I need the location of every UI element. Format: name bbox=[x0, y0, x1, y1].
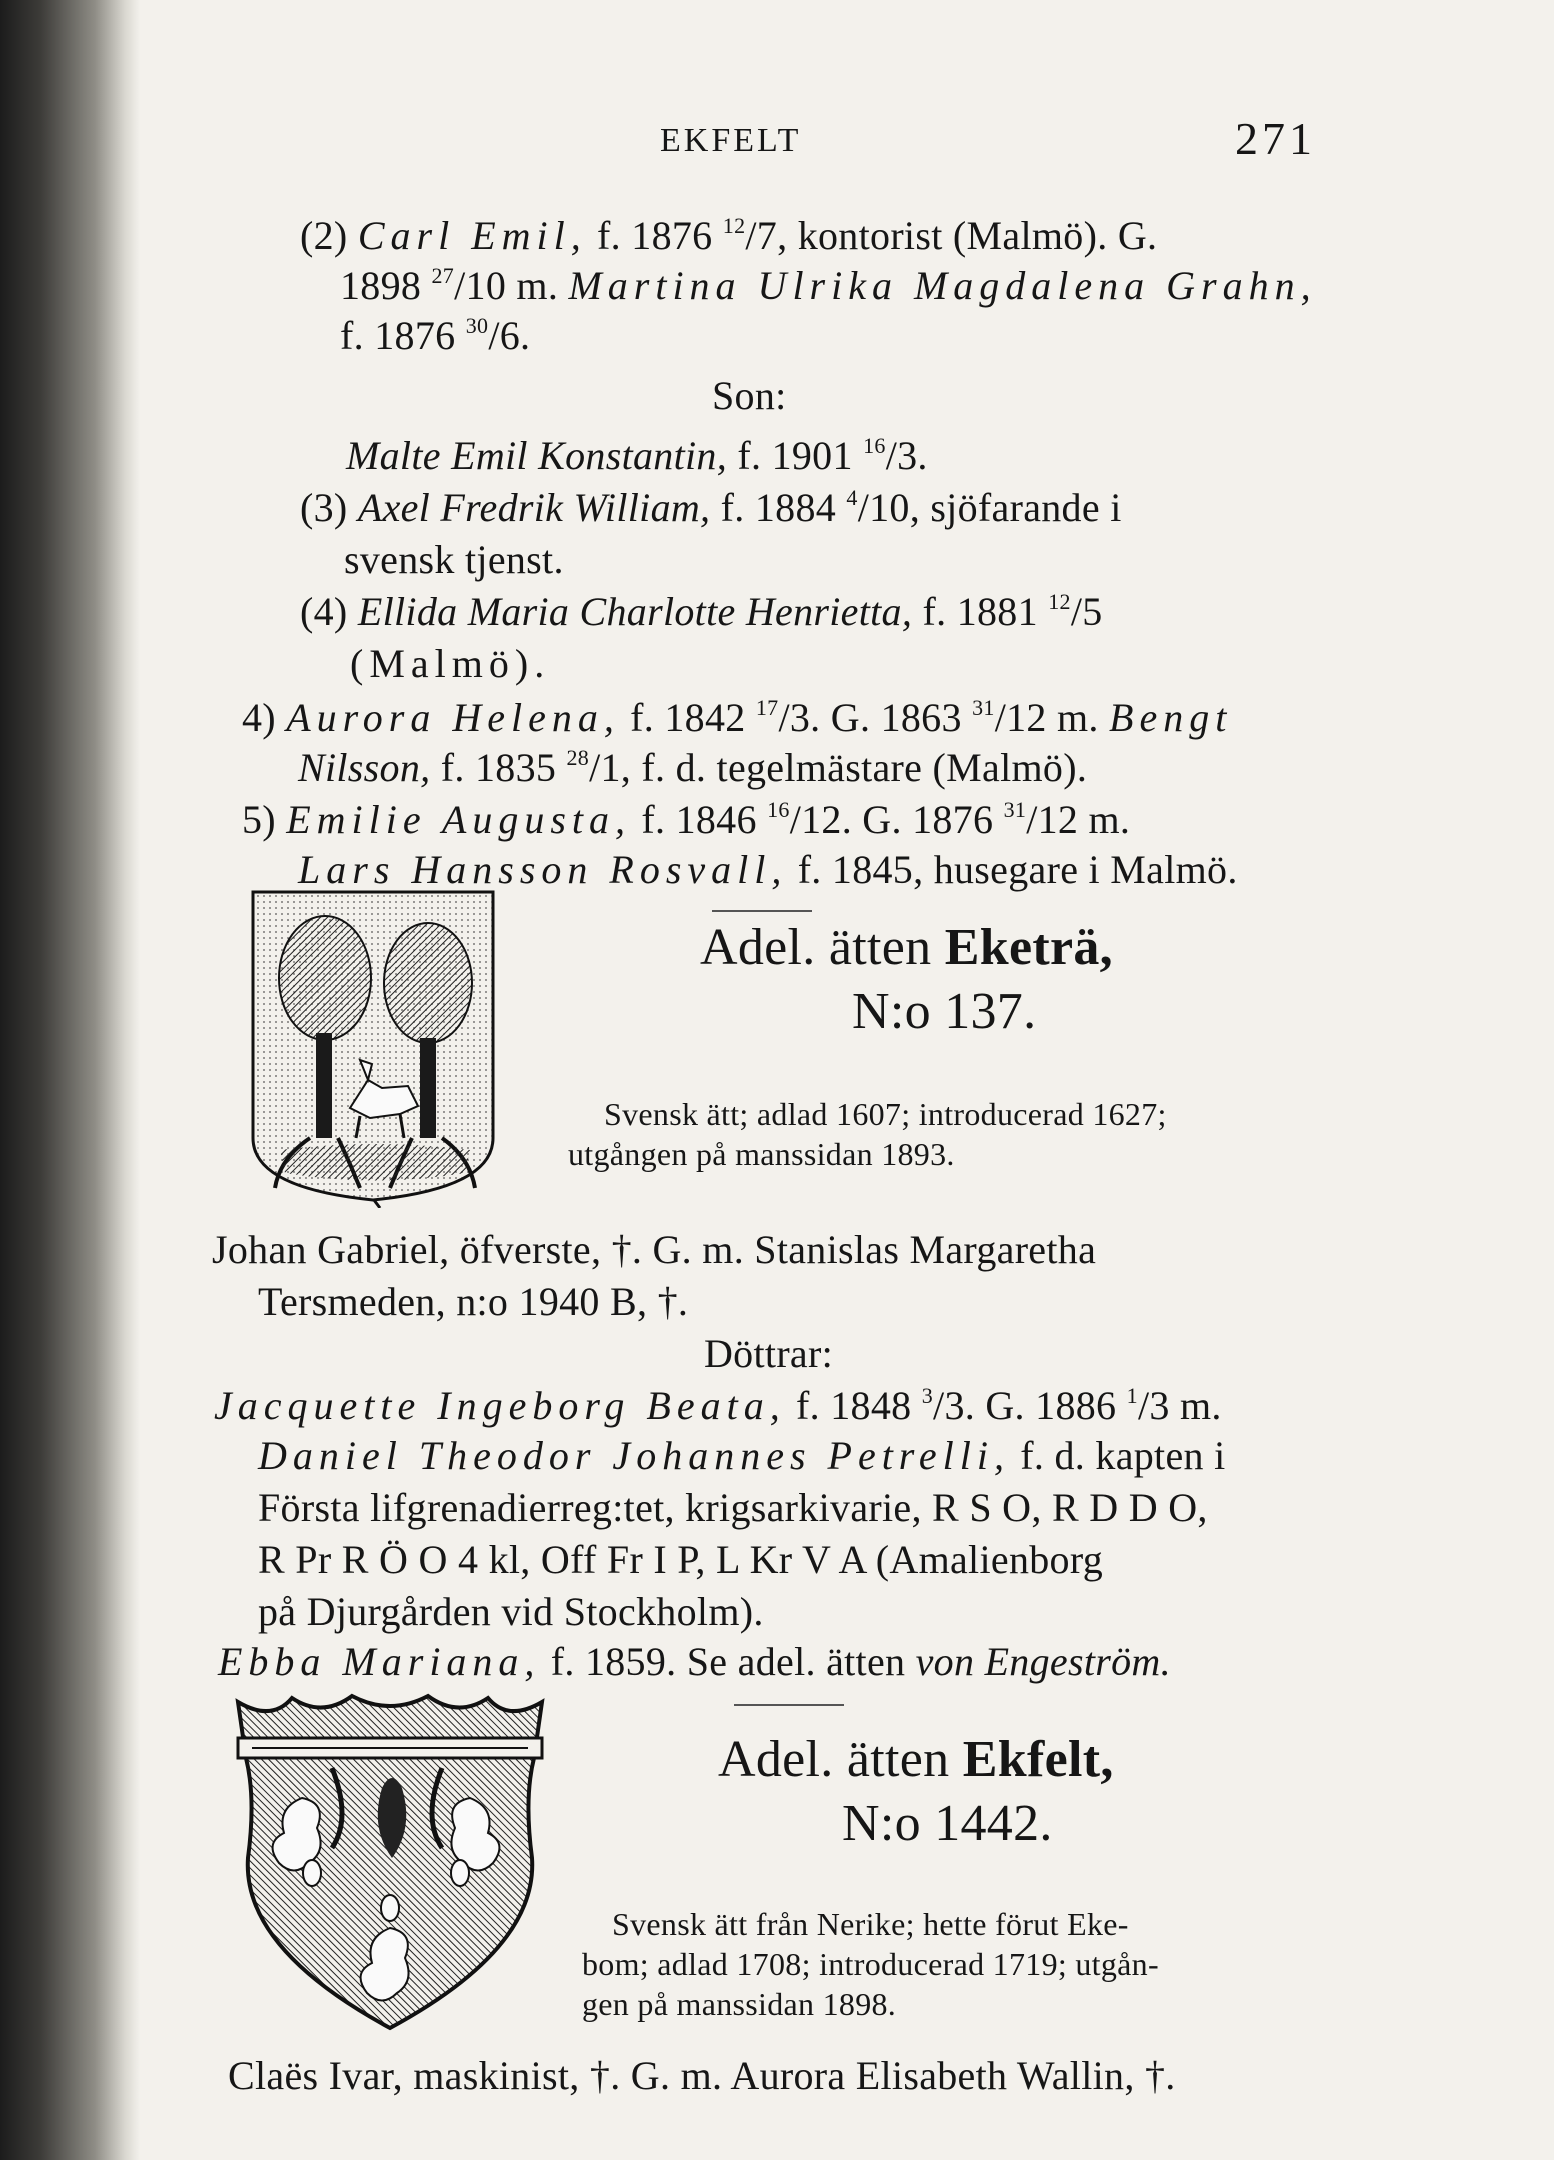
entry-line: Johan Gabriel, öfverste, †. G. m. Stanislas Margaretha bbox=[212, 1227, 1097, 1272]
entry-line: (Malmö). bbox=[350, 641, 551, 686]
text: (3) bbox=[300, 485, 358, 530]
date-sup: 16 bbox=[767, 797, 790, 822]
entry-line: Första lifgrenadierreg:tet, krigsarkivarie, R S O, R D D O, bbox=[258, 1485, 1208, 1530]
text: f. 1884 bbox=[710, 485, 847, 530]
text: 1898 bbox=[340, 263, 432, 308]
date-sup: 31 bbox=[1003, 797, 1027, 822]
entry-line: Tersmeden, n:o 1940 B, †. bbox=[258, 1279, 689, 1324]
entry-line bbox=[298, 744, 1087, 798]
person-name: Lars Hansson Rosvall, bbox=[298, 847, 788, 892]
text: f. 1881 bbox=[912, 589, 1049, 634]
text: /7, kontorist (Malmö). G. bbox=[745, 213, 1158, 258]
section-heading: Döttrar: bbox=[704, 1331, 834, 1376]
date-sup: 31 bbox=[972, 695, 995, 720]
entry-line bbox=[300, 588, 1103, 642]
date-sup: 16 bbox=[863, 433, 886, 458]
text: f. 1859. Se adel. ätten bbox=[540, 1639, 916, 1684]
text: /12 m. bbox=[994, 695, 1110, 740]
date-sup: 28 bbox=[566, 745, 590, 770]
family-name: Ekfelt, bbox=[962, 1731, 1114, 1788]
family-title bbox=[718, 1730, 1114, 1790]
person-name: Aurora Helena, bbox=[286, 695, 620, 740]
person-name: Ellida Maria Charlotte Henrietta, bbox=[357, 589, 913, 634]
entry-line bbox=[218, 1638, 1171, 1686]
person-name: Nilsson, bbox=[298, 745, 431, 790]
text: /3 m. bbox=[1137, 1383, 1222, 1428]
family-title bbox=[700, 918, 1113, 978]
person-name: von Engeström. bbox=[915, 1639, 1171, 1684]
text: /5 bbox=[1070, 589, 1103, 634]
text: (2) bbox=[300, 213, 358, 258]
running-header: EKFELT bbox=[660, 122, 802, 159]
text: /12. G. 1876 bbox=[789, 797, 1004, 842]
person-name: Jacquette Ingeborg Beata, bbox=[214, 1383, 786, 1428]
entry-line bbox=[340, 312, 530, 366]
section-divider bbox=[734, 1704, 844, 1706]
date-sup: 17 bbox=[755, 695, 779, 720]
date-sup: 3 bbox=[921, 1383, 934, 1408]
entry-line bbox=[340, 262, 1317, 316]
text: f. 1842 bbox=[619, 695, 756, 740]
text: f. 1901 bbox=[727, 433, 864, 478]
text: f. 1876 bbox=[586, 213, 723, 258]
text: /3. G. 1886 bbox=[933, 1383, 1127, 1428]
date-sup: 4 bbox=[846, 485, 858, 510]
entry-line bbox=[300, 484, 1122, 538]
text: f. d. kapten i bbox=[1009, 1433, 1226, 1478]
entry-line bbox=[242, 694, 1232, 748]
entry-line: Claës Ivar, maskinist, †. G. m. Aurora Elisabeth Wallin, †. bbox=[228, 2053, 1176, 2098]
entry-line bbox=[346, 432, 928, 486]
eketra-coat-of-arms bbox=[250, 888, 500, 1208]
entry-line bbox=[258, 1432, 1226, 1480]
family-description: gen på manssidan 1898. bbox=[582, 1986, 897, 2022]
text: /10, sjöfarande i bbox=[857, 485, 1122, 530]
text: 5) bbox=[242, 797, 287, 842]
entry-line: på Djurgården vid Stockholm). bbox=[258, 1589, 764, 1634]
entry-line bbox=[300, 212, 1157, 266]
date-sup: 30 bbox=[465, 313, 489, 338]
text: /12 m. bbox=[1026, 797, 1131, 842]
text: 4) bbox=[242, 695, 287, 740]
text: f. 1876 bbox=[340, 313, 466, 358]
family-description: bom; adlad 1708; introducerad 1719; utgån- bbox=[582, 1946, 1159, 1982]
section-heading: Son: bbox=[712, 373, 787, 418]
text: Adel. ätten bbox=[718, 1731, 963, 1788]
text: /3. G. 1863 bbox=[778, 695, 973, 740]
family-description: Svensk ätt från Nerike; hette förut Eke- bbox=[612, 1906, 1129, 1942]
text: f. 1835 bbox=[430, 745, 567, 790]
person-name: Axel Fredrik William, bbox=[357, 485, 711, 530]
person-name: Ebba Mariana, bbox=[218, 1639, 541, 1684]
person-name: Malte Emil Konstantin, bbox=[346, 433, 728, 478]
text: Adel. ätten bbox=[700, 919, 945, 976]
text: f. 1845, husegare i Malmö. bbox=[787, 847, 1238, 892]
family-number: N:o 137. bbox=[852, 983, 1037, 1040]
date-sup: 27 bbox=[431, 263, 455, 288]
person-name: Emilie Augusta, bbox=[286, 797, 632, 842]
text: (4) bbox=[300, 589, 358, 634]
section-divider bbox=[712, 910, 812, 912]
person-name: Bengt bbox=[1109, 695, 1233, 740]
ekfelt-coat-of-arms bbox=[232, 1688, 548, 2038]
family-description: Svensk ätt; adlad 1607; introducerad 1627; bbox=[604, 1096, 1167, 1132]
person-name: Martina Ulrika Magdalena Grahn, bbox=[568, 263, 1317, 308]
date-sup: 12 bbox=[1048, 589, 1071, 614]
page-number: 271 bbox=[1235, 113, 1316, 164]
text: f. 1848 bbox=[785, 1383, 922, 1428]
date-sup: 1 bbox=[1126, 1383, 1138, 1408]
text: /10 m. bbox=[454, 263, 569, 308]
text: f. 1846 bbox=[631, 797, 768, 842]
family-name: Eketrä, bbox=[944, 919, 1113, 976]
text: /6. bbox=[488, 313, 531, 358]
entry-line bbox=[214, 1382, 1222, 1436]
entry-line bbox=[298, 846, 1238, 894]
entry-line bbox=[242, 796, 1130, 850]
family-description: utgången på manssidan 1893. bbox=[568, 1136, 955, 1172]
text: /3. bbox=[885, 433, 928, 478]
family-number: N:o 1442. bbox=[842, 1795, 1053, 1852]
entry-line: svensk tjenst. bbox=[344, 537, 564, 582]
person-name: Carl Emil, bbox=[357, 213, 587, 258]
person-name: Daniel Theodor Johannes Petrelli, bbox=[258, 1433, 1010, 1478]
text: /1, f. d. tegelmästare (Malmö). bbox=[589, 745, 1088, 790]
date-sup: 12 bbox=[722, 213, 746, 238]
entry-line: R Pr R Ö O 4 kl, Off Fr I P, L Kr V A (Amalienborg bbox=[258, 1537, 1104, 1582]
